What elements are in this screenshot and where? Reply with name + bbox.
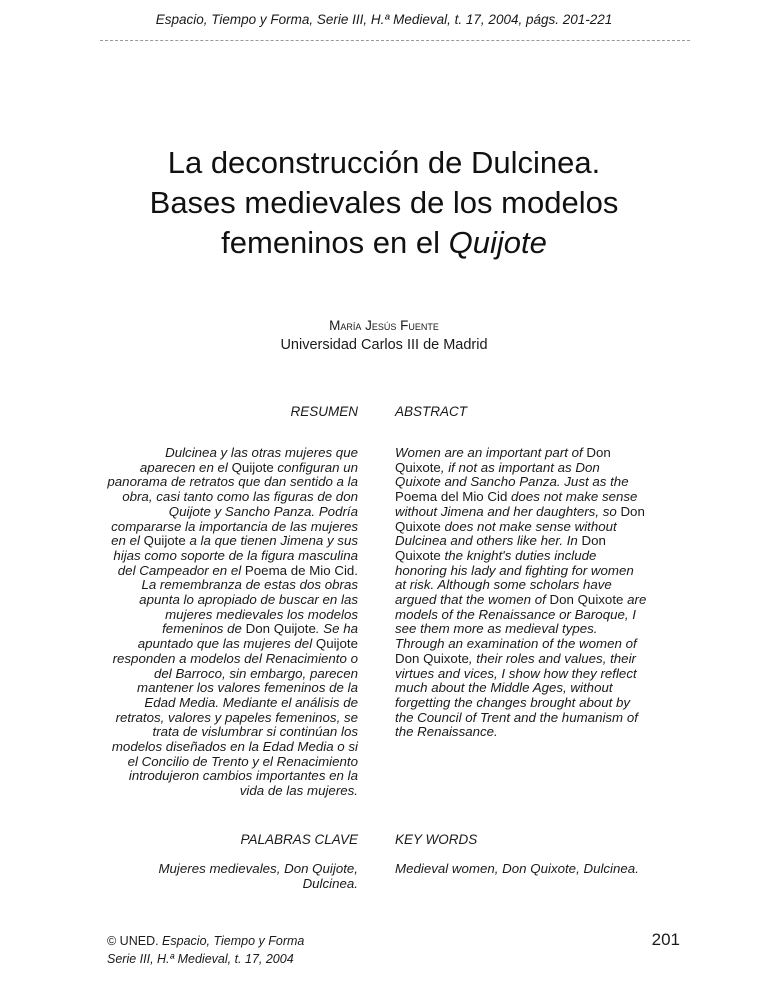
text-line [395, 475, 735, 490]
italic-segment: see them more as medieval types. [395, 621, 598, 637]
italic-segment: Dulcinea y las otras mujeres que [165, 445, 358, 460]
italic-segment: Quijote y Sancho Panza. Podría [168, 503, 358, 519]
title-reference: Quijote [231, 459, 274, 475]
title-reference: Poema de Mio Cid. [244, 562, 358, 578]
text-line [395, 564, 735, 579]
text-line [395, 534, 735, 549]
title-reference: Quijote [315, 636, 358, 652]
italic-segment: retratos, valores y papeles femeninos, se [115, 709, 358, 725]
text-line [395, 696, 735, 711]
text-line [40, 667, 358, 682]
text-line [40, 593, 358, 608]
italic-segment: femeninos de [162, 621, 246, 637]
title-reference: Poema del Mio Cid [395, 489, 508, 505]
text-line [395, 667, 735, 682]
title-line-1: La deconstrucción de Dulcinea. [167, 145, 601, 180]
italic-segment: responden a modelos del Renacimiento o [112, 650, 358, 666]
italic-segment: Through an examination of the women of [395, 636, 637, 652]
title-line-3-text: femeninos en el [221, 225, 449, 260]
text-line [40, 608, 358, 623]
header-rule [100, 40, 690, 41]
text-line [395, 681, 735, 696]
text-line [40, 578, 358, 593]
palabras-clave-line: Dulcinea. [302, 875, 358, 891]
italic-segment: del Barroco, sin embargo, parecen [154, 665, 358, 681]
italic-segment: introdujeron cambios importantes en la [128, 768, 358, 784]
italic-segment: much about the Middle Ages, without [395, 680, 613, 696]
text-line [395, 608, 735, 623]
italic-segment: trata de vislumbrar si continúan los [152, 724, 358, 740]
text-line [40, 637, 358, 652]
abstract-text [395, 446, 735, 740]
italic-segment: hijas como soporte de la figura masculina [113, 547, 358, 563]
italic-segment: mujeres medievales los modelos [165, 606, 358, 622]
italic-segment: virtues and vices, I show how they reflect [395, 665, 637, 681]
palabras-clave-line: Mujeres medievales, Don Quijote, [158, 861, 358, 876]
italic-segment: Edad Media. Mediante el análisis de [144, 694, 358, 710]
italic-segment: el Concilio de Trento y el Renacimiento [127, 753, 358, 769]
italic-segment: does not make sense without [440, 518, 617, 534]
page-number: 201 [651, 930, 680, 949]
text-line [40, 784, 358, 799]
text-line [395, 652, 735, 667]
italic-segment: Women are an important part of [395, 445, 587, 460]
text-line [40, 769, 358, 784]
italic-segment: the knight's duties include [440, 547, 597, 563]
title-line-2: Bases medievales de los modelos [149, 185, 619, 220]
italic-segment: does not make sense [507, 489, 638, 505]
text-line [395, 593, 735, 608]
italic-segment: forgetting the changes brought about by [395, 694, 631, 710]
text-line [395, 549, 735, 564]
italic-segment: configuran un [273, 459, 358, 475]
text-line [395, 446, 735, 461]
italic-segment: modelos diseñados en la Edad Media o si [111, 739, 358, 755]
text-line [40, 446, 358, 461]
text-line [40, 681, 358, 696]
footer-copyright: © UNED. [107, 934, 159, 948]
footer-line-2: Serie III, H.ª Medieval, t. 17, 2004 [107, 952, 294, 966]
title-line-3 [0, 223, 768, 263]
italic-segment: are [623, 592, 647, 608]
italic-segment: apuntado que las mujeres del [137, 636, 316, 652]
title-reference: Don Quijote [245, 621, 316, 637]
text-line [40, 740, 358, 755]
text-line [40, 652, 358, 667]
palabras-clave-heading: PALABRAS CLAVE [240, 832, 358, 847]
text-line [395, 520, 735, 535]
italic-segment: , if not as important as Don [440, 459, 600, 475]
italic-segment: en el [111, 533, 144, 549]
text-line [395, 578, 735, 593]
italic-segment: the Council of Trent and the humanism of [395, 709, 638, 725]
text-line [395, 622, 735, 637]
title-reference: Don Quixote [549, 592, 624, 608]
text-line [40, 505, 358, 520]
italic-segment: argued that the women of [395, 592, 550, 608]
italic-segment: obra, casi tanto como las figuras de don [122, 489, 358, 505]
italic-segment: aparecen en el [139, 459, 232, 475]
italic-segment: apunta lo apropiado de buscar en las [139, 592, 358, 608]
text-line [40, 549, 358, 564]
text-line [40, 490, 358, 505]
italic-segment: panorama de retratos que dan sentido a la [107, 474, 358, 490]
title-reference: Don [586, 445, 611, 460]
text-line [40, 520, 358, 535]
italic-segment: Dulcinea and others like her. In [395, 533, 582, 549]
footer-citation [107, 932, 304, 968]
text-line [40, 564, 358, 579]
italic-segment: del Campeador en el [117, 562, 245, 578]
text-line [395, 490, 735, 505]
key-words-text [395, 862, 735, 877]
title-reference: Don Quixote [395, 650, 469, 666]
author-name: María Jesús Fuente [329, 318, 439, 333]
text-line [40, 475, 358, 490]
title-reference: Don [581, 533, 606, 549]
title-reference: Quixote [395, 518, 441, 534]
text-line [395, 461, 735, 476]
text-line [395, 725, 735, 740]
title-reference: Don [620, 503, 645, 519]
italic-segment: . Se ha [315, 621, 358, 637]
text-line [40, 622, 358, 637]
article-title [0, 143, 768, 263]
key-words-heading: KEY WORDS [395, 832, 478, 847]
title-reference: Quixote [395, 459, 441, 475]
italic-segment: compararse la importancia de las mujeres [111, 518, 358, 534]
title-reference: Quijote [143, 533, 186, 549]
text-line [40, 755, 358, 770]
italic-segment: La remembranza de estas dos obras [141, 577, 358, 593]
text-line [40, 461, 358, 476]
text-line [40, 696, 358, 711]
text-line [395, 711, 735, 726]
text-line [395, 637, 735, 652]
italic-segment: models of the Renaissance or Baroque, I [395, 606, 636, 622]
italic-segment: , their roles and values, their [468, 650, 636, 666]
title-quijote: Quijote [448, 225, 547, 260]
palabras-clave-text [40, 862, 358, 891]
italic-segment: mantener los valores femeninos de la [137, 680, 358, 696]
italic-segment: at risk. Although some scholars have [395, 577, 612, 593]
text-line [40, 534, 358, 549]
footer-line-1 [107, 932, 304, 950]
abstract-heading: ABSTRACT [395, 404, 468, 419]
italic-segment: Quixote and Sancho Panza. Just as the [395, 474, 629, 490]
italic-segment: without Jimena and her daughters, so [395, 503, 621, 519]
running-header: Espacio, Tiempo y Forma, Serie III, H.ª Medieval, t. 17, 2004, págs. 201-221 [155, 12, 613, 27]
text-line [395, 505, 735, 520]
italic-segment: honoring his lady and fighting for women [395, 562, 634, 578]
footer-journal: Espacio, Tiempo y Forma [158, 934, 305, 948]
resumen-text [40, 446, 358, 799]
italic-segment: vida de las mujeres. [239, 783, 358, 799]
text-line [40, 711, 358, 726]
italic-segment: the Renaissance. [395, 724, 498, 740]
text-line [40, 725, 358, 740]
author-affiliation: Universidad Carlos III de Madrid [280, 337, 488, 353]
key-words-line: Medieval women, Don Quixote, Dulcinea. [395, 861, 639, 876]
resumen-heading: RESUMEN [290, 404, 358, 419]
italic-segment: a la que tienen Jimena y sus [185, 533, 358, 549]
title-reference: Quixote [395, 547, 441, 563]
